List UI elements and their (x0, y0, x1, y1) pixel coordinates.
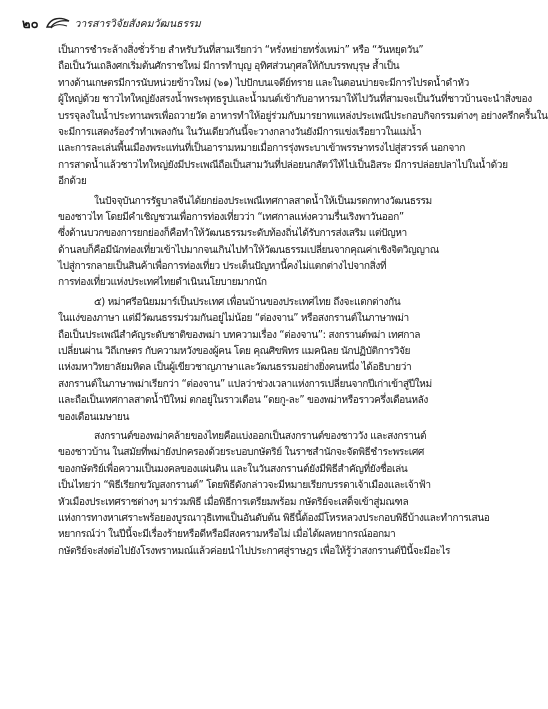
text-line: อีกด้วย (58, 176, 87, 188)
text-line: ของชาวไท โดยมีคำเชิญชวนเพื่อการท่องเที่ยวว่า “เทศกาลแห่งความรื่นเริงพาวันออก” (58, 211, 404, 223)
text-line: ในแง่ของภาษา แต่มีวัฒนธรรมร่วมกันอยู่ไม่น้อย “ต่องจาน” หรือสงกรานต์ในภาษาพม่า (58, 313, 409, 325)
text-line: ของชาวบ้าน ในสมัยที่พม่ายังปกครองด้วยระบอบกษัตริย์ ในราชสำนักจะจัดพิธีชำระพระเศศ (58, 447, 424, 459)
text-line: เป็นไทยว่า “พิธีเรียกขวัญสงกรานต์” โดยพิธีดังกล่าวจะมีหมายเรียกบรรดาเจ้าเมืองและเจ้าฟ้า (58, 480, 431, 492)
text-line: ผู้ใหญ่ด้วย ชาวไทใหญ่ยังสรงน้ำพระพุทธรูปและน้ำมนต์เข้ากับอาหารมาให้ไปวันที่สามจะเป็นวันที่ชาวบ้านจะนำสิ่งของ (58, 94, 532, 106)
journal-name: วารสารวิจัยสังคมวัฒนธรรม (74, 17, 201, 30)
page-number: ๒๐ (22, 16, 39, 32)
paragraph (58, 194, 460, 292)
journal-logo-icon (45, 15, 71, 31)
text-line: แห่งมหาวิทยาลัยมหิดล เป็นผู้เขียวชาญภาษาและวัฒนธรรมอย่างยิ่งคนหนึ่ง ได้อธิบายว่า (58, 362, 412, 374)
text-line: ๕) หม่าศรีอนิยมมาร์เป็นประเทศ เพื่อนบ้านของประเทศไทย ถึงจะแตกต่างกัน (94, 296, 401, 308)
text-line: กษัตริย์จะส่งต่อไปยังโรงพราหมณ์แล้วค่อยนำไปประกาศสู่ราษฎร เพื่อให้รู้ว่าสงกรานต์ปีนี้จะมีอะไร (58, 545, 451, 557)
text-line: บรรจุลงในน้ำประทานพรเพื่อถวายวัด อาหารทำให้อยู่ร่วมกับมารยาทแหล่งประเพณีประกอบกิจกรรมต่างๆ อย่างครึกครื้นใน (58, 110, 548, 122)
text-line: ทางด้านเกษตรมีการนับหน่วยข้าวใหม่ (๖๑) ไปปักบนเจดีย์ทราย และในตอนบ่ายจะมีการไปรดน้ำดำหัว (58, 77, 469, 89)
text-line: การสาดน้ำแล้วชาวไทใหญ่ยังมีประเพณีถือเป็นสามวันที่ปล่อยนกสัตว์ให้ไปเป็นอิสระ มีการปล่อยปลาไปในน้ำด้วย (58, 159, 508, 171)
paragraph (58, 43, 548, 191)
article-body (58, 43, 548, 563)
text-line: สงกรานต์ในภาษาพม่าเรียกว่า “ต่องจาน” แปลว่าช่วงเวลาแห่งการเปลี่ยนจากปีเก่าเข้าสู่ปีใหม่ (58, 378, 432, 390)
text-line: ซึ่งด้านบวกของการยกย่องก็คือทำให้วัฒนธรรมระดับท้องถิ่นได้รับการส่งเสริม แต่ปัญหา (58, 228, 407, 240)
text-line: แห่งการทางหาเศราะพร้อยองบูรณาวุธิเทพเป็นอันดับต้น พิธีนี้ต้องมีโหรหลวงประกอบพิธีบ้างและทำการเสนอ (58, 512, 490, 524)
page-header (22, 12, 477, 34)
text-line: เป็นการชำระล้างสิ่งชั่วร้าย สำหรับวันที่สามเรียกว่า “หรั่งหย่ายทรั่งเหม่า” หรือ “วันหยุดวัน” (58, 45, 424, 56)
text-line: ของกษัตริย์เพื่อความเป็นมงคลของแผ่นดิน และในวันสงกรานต์ยังมีพิธีสำคัญที่ยังชื่อเล่น (58, 463, 408, 475)
paragraph (58, 429, 490, 560)
text-line: สงกรานต์ของพม่าคล้ายของไทยคือแบ่งออกเป็นสงกรานต์ของชาววัง และสงกรานต์ (94, 430, 427, 442)
text-line: เปลี่ยนผ่าน วิถีเกษตร กับความหวังของผู้คน โดย คุณศิขพิทร แมคนิลย นักปฏิบัติการวิจัย (58, 346, 411, 358)
text-line: และถือเป็นเทศกาลสาดน้ำปีใหม่ ตกอยู่ในราวเดือน “ดยกู-ละ” ของพม่าหรือราวครึ่งเดือนหลัง (58, 395, 428, 407)
paragraph (58, 295, 460, 426)
text-line: ถือเป็นประเพณีสำคัญระดับชาติของพม่า บทความเรื่อง “ต่องจาน”: สงกรานต์พม่า เทศกาล (58, 329, 421, 341)
text-line: และการละเล่นพื้นเมืองพระแท่นที่เป็นอารามหมายเมื่อการรุ่งพระบาเข้าพรรษาทรงไปสู่สวรรค์ นอกจาก (58, 143, 465, 155)
text-line: การท่องเที่ยวแห่งประเทศไทยดำเนินนโยบายมากนัก (58, 277, 267, 289)
text-line: ในปัจจุบันการรัฐบาลจีนได้ยกย่องประเพณีเทศกาลสาดน้ำให้เป็นมรดกทางวัฒนธรรม (94, 195, 432, 207)
text-line: ของเดือนเมษายน (58, 411, 129, 423)
text-line: หยากรณ์ว่า ในปีนี้จะมีเรื่องร้ายหรือดีหรือมีสงครามหรือไม่ เมื่อได้ผลหยากรณ์ออกมา (58, 529, 396, 541)
text-line: ด้านลบก็คือมีนักท่องเที่ยวเข้าไปมากจนเกินไปทำให้วัฒนธรรมเปลี่ยนจากคุณค่าเชิงจิตวิญญาณ (58, 244, 439, 256)
text-line: จะมีการแสดงร้องรำทำเพลงกัน ในวันเดียวกันนี้จะวางกลางวันยังมีการแข่งเรือยาวในแม่น้ำ (58, 126, 422, 138)
text-line: ไปสู่การกลายเป็นสินค้าเพื่อการท่องเที่ยว ประเด็นปัญหานี้คงไม่แตกต่างไปจากสิ่งที่ (58, 261, 387, 273)
text-line: หัวเมืองประเทศราชต่างๆ มาร่วมพิธี เมื่อพิธีการเตรียมพร้อม กษัตริย์จะเสด็จเข้าสู่มณฑล (58, 496, 409, 508)
text-line: ถือเป็นวันเถลิงศกเริ่มต้นศักราชใหม่ มีการทำบุญ อุทิศส่วนกุศลให้กับบรรพบุรุษ ส้ำเป็น (58, 61, 400, 73)
